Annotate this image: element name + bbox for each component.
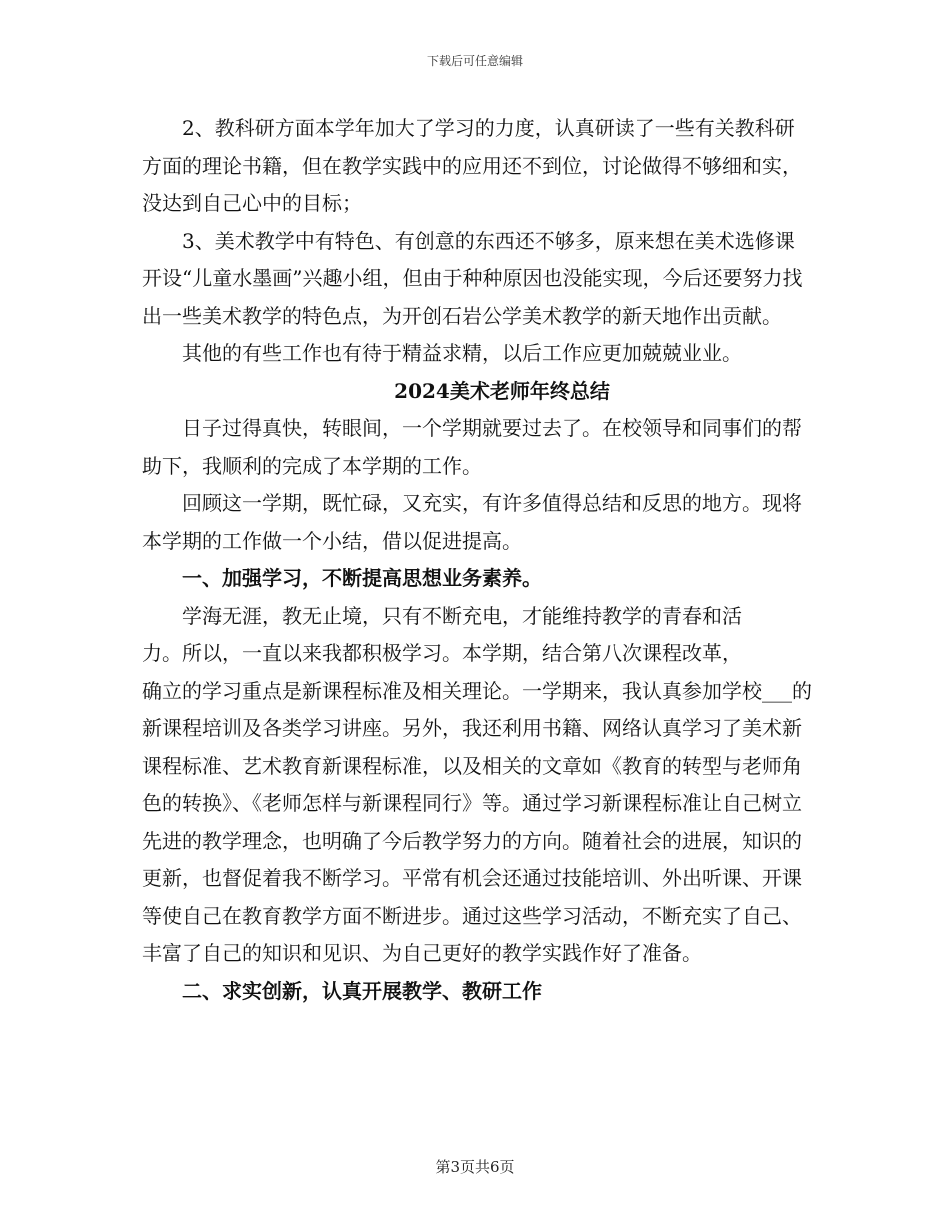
paragraph-art-teaching-features: 3、美术教学中有特色、有创意的东西还不够多，原来想在美术选修课开设“儿童水墨画”兴趣小组，但由于种种原因也没能实现，今后还要努力找出一些美术教学的特色点，为开创石岩公学美术教学的新天地作出贡献。 (142, 228, 803, 328)
document-body (142, 110, 814, 1010)
paragraph-study-rest: 确立的学习重点是新课程标准及相关理论。一学期来，我认真参加学校___的新课程培训及各类学习讲座。另外，我还利用书籍、网络认真学习了美术新课程标准、艺术教育新课程标准，以及相关的文章如《教育的转型与老师角色的转换》、《老师怎样与新课程同行》等。通过学习新课程标准让自己树立先进的教学理念，也明确了今后教学努力的方向。随着社会的进展，知识的更新，也督促着我不断学习。平常有机会还通过技能培训、外出听课、开课等使自己在教育教学方面不断进步。通过这些学习活动，不断充实了自己、丰富了自己的知识和见识、为自己更好的教学实践作好了准备。 (142, 678, 812, 965)
paragraph-study-line-1: 学海无涯，教无止境，只有不断充电，才能维持教学的青春和活 (182, 603, 742, 628)
paragraph-intro: 日子过得真快，转眼间，一个学期就要过去了。在校领导和同事们的帮助下，我顺利的完成了本学期的工作。 (142, 416, 802, 478)
paragraph-review: 回顾这一学期，既忙碌，又充实，有许多值得总结和反思的地方。现将本学期的工作做一个小结，借以促进提高。 (142, 491, 802, 553)
paragraph-study-details (142, 598, 814, 973)
section-heading-innovation: 二、求实创新，认真开展教学、教研工作 (182, 978, 542, 1003)
paragraph-other-work: 其他的有些工作也有待于精益求精，以后工作应更加兢兢业业。 (182, 341, 742, 365)
paragraph-study-line-2: 力。所以，一直以来我都积极学习。本学期，结合第八次课程改革， (142, 641, 742, 665)
document-title: 2024美术老师年终总结 (394, 378, 610, 403)
page-number: 第3页共6页 (435, 1158, 515, 1176)
paragraph-research-reflection: 2、教科研方面本学年加大了学习的力度，认真研读了一些有关教科研方面的理论书籍，但在教学实践中的应用还不到位，讨论做得不够细和实，没达到自己心中的目标； (142, 116, 802, 215)
page-header-note: 下载后可任意编辑 (426, 54, 523, 68)
section-heading-study: 一、加强学习，不断提高思想业务素养。 (182, 566, 542, 590)
